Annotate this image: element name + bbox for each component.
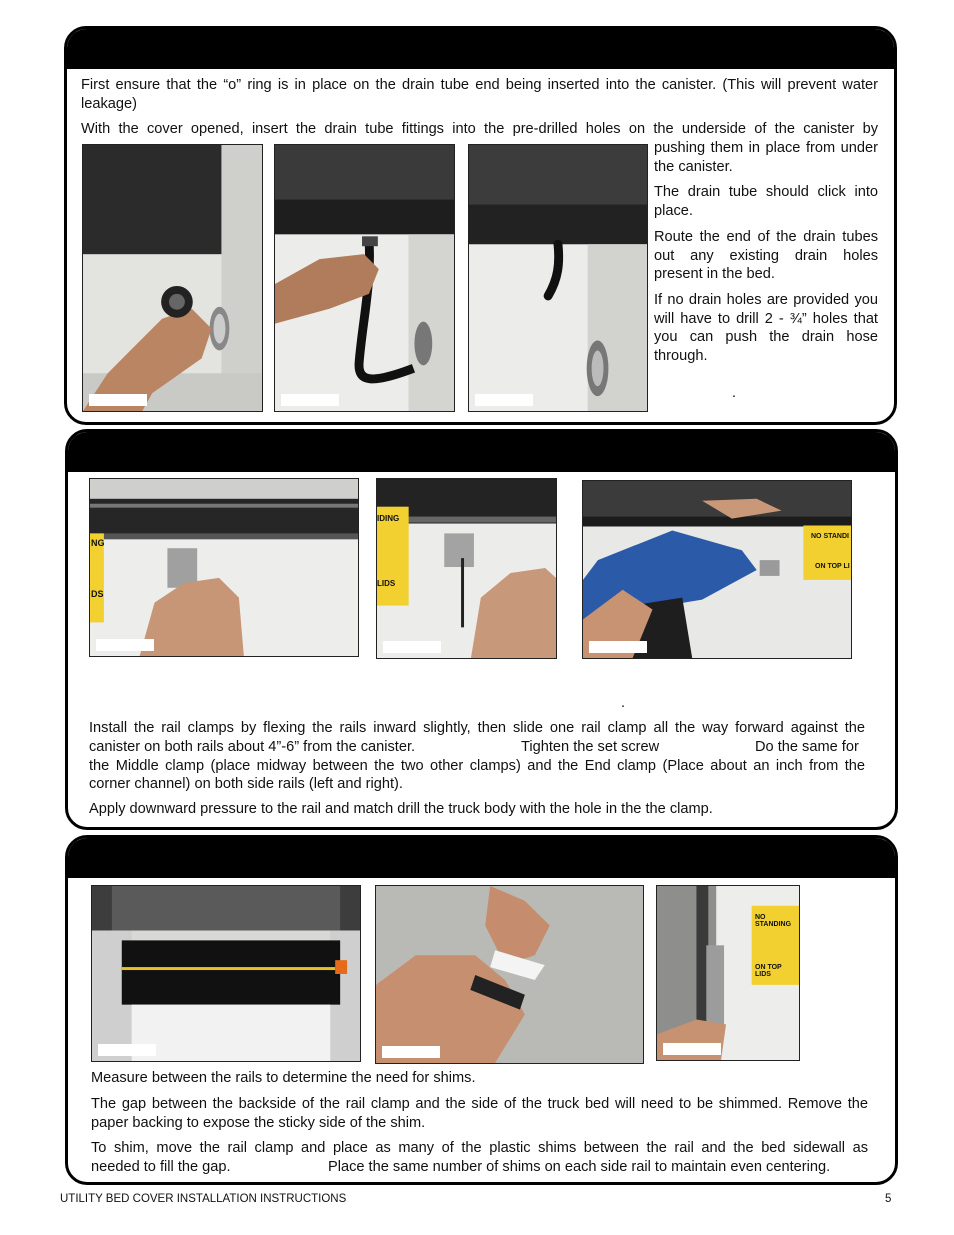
photo-label-box: [98, 1044, 156, 1056]
photo-tighten-set-screw: [376, 478, 557, 659]
photo-tube-in-place: [468, 144, 648, 412]
sign-text: NO STANDING: [755, 914, 792, 928]
drain-paragraph-5: If no drain holes are provided you will have to drill 2 - ¾” holes that you can push the drain hose through.: [654, 292, 878, 364]
shim-paragraph-1: Measure between the rails to determine the need for shims.: [91, 1070, 476, 1086]
shim-paragraph-3-line-2a: needed to fill the gap.: [91, 1159, 231, 1175]
photo-label-box: [663, 1043, 721, 1055]
photo-slide-rail-clamp: [89, 478, 359, 657]
photo-label-box: [281, 394, 339, 406]
footer-document-title: UTILITY BED COVER INSTALLATION INSTRUCTIONS: [60, 1193, 347, 1205]
drain-paragraph-2-lead: With the cover opened, insert the drain tube fittings into the pre-drilled holes on the underside of the canister by: [81, 121, 878, 137]
sign-text: DS: [91, 589, 104, 599]
shim-paragraph-3-line-2b: Place the same number of shims on each side rail to maintain even centering.: [328, 1159, 831, 1175]
photo-label-box: [96, 639, 154, 651]
clamp-paragraph-1-line-3: the Middle clamp (place midway between the two other clamps) and the End clamp (Place about an inch from the: [89, 758, 865, 774]
shim-paragraph-2: The gap between the backside of the rail clamp and the side of the truck bed will need to be shimmed. Remove the paper backing to expose the sticky side of the shim.: [91, 1096, 868, 1131]
clamp-paragraph-1-line-4: corner channel) on both side rails (left and right).: [89, 776, 403, 792]
drain-paragraph-2-rest: pushing them in place from under the canister.: [654, 140, 878, 175]
footer-page-number: 5: [885, 1193, 892, 1205]
shim-paragraph-3-line-1: To shim, move the rail clamp and place as many of the plastic shims between the rail and the bed sidewall as: [91, 1140, 868, 1156]
sign-text: IDING: [377, 514, 400, 523]
photo-label-box: [589, 641, 647, 653]
photo-drain-tube-routing: [274, 144, 455, 412]
drain-paragraph-3: The drain tube should click into place.: [654, 184, 878, 219]
clamp-stray-dot: .: [621, 695, 626, 711]
drain-stray-dot: .: [732, 385, 737, 401]
photo-insert-fitting: [82, 144, 263, 412]
section-header-bar: [68, 432, 895, 472]
clamp-paragraph-1-line-2a: canister on both rails about 4”-6” from the canister.: [89, 739, 416, 755]
sign-text: NO STANDI: [811, 533, 849, 540]
section-header-bar: [68, 838, 895, 878]
photo-label-box: [89, 394, 147, 406]
clamp-paragraph-2: Apply downward pressure to the rail and match drill the truck body with the hole in the the clamp.: [89, 801, 713, 817]
clamp-paragraph-1-line-2c: Do the same for: [755, 739, 859, 755]
sign-text: ON TOP LIDS: [755, 964, 782, 978]
photo-label-box: [382, 1046, 440, 1058]
drain-paragraph-4: Route the end of the drain tubes out any existing drain holes present in the bed.: [654, 229, 878, 282]
photo-measure-rails: [91, 885, 361, 1062]
photo-place-shims: [656, 885, 800, 1061]
clamp-paragraph-1-line-1: Install the rail clamps by flexing the rails inward slightly, then slide one rail clamp all the way forward against the: [89, 720, 865, 736]
photo-label-box: [383, 641, 441, 653]
sign-text: NG: [91, 538, 105, 548]
photo-label-box: [475, 394, 533, 406]
drain-paragraph-1: First ensure that the “o” ring is in place on the drain tube end being inserted into the canister. (This will prevent water leakage): [81, 77, 878, 112]
sign-text: LIDS: [377, 579, 396, 588]
photo-peel-shim-backing: [375, 885, 644, 1064]
sign-text: ON TOP LI: [815, 563, 850, 570]
section-header-bar: [67, 29, 894, 69]
clamp-paragraph-1-line-2b: Tighten the set screw: [521, 739, 660, 755]
photo-match-drill: [582, 480, 852, 659]
